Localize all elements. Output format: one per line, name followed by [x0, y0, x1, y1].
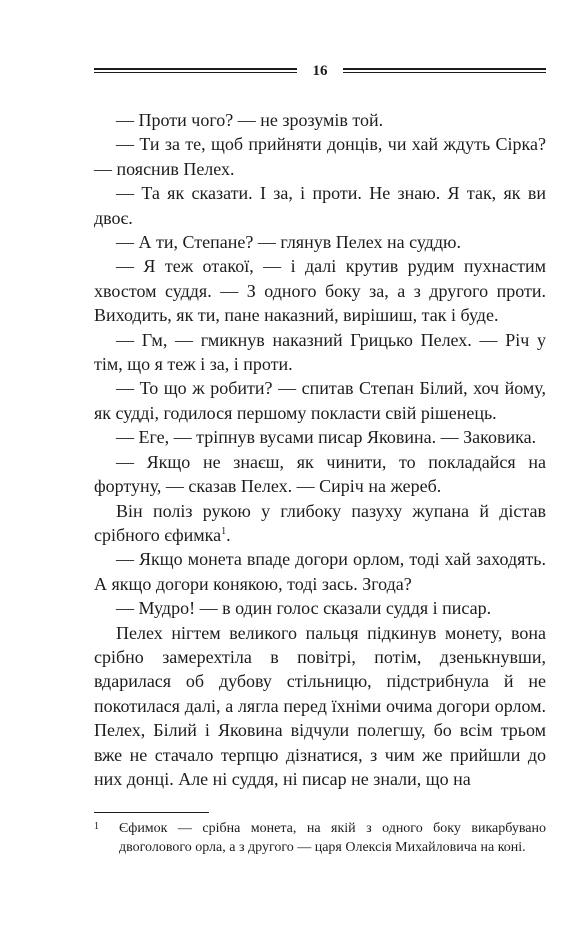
- footnote-divider: [94, 812, 209, 813]
- paragraph-with-footnote: [94, 499, 546, 548]
- running-header: [94, 62, 546, 82]
- page-number: 16: [312, 63, 328, 79]
- paragraph: — А ти, Степане? — глянув Пелех на суддю.: [116, 232, 461, 253]
- paragraph-trailing-punctuation: .: [226, 524, 231, 545]
- paragraph: — Еге, — тріпнув вусами писар Яковина. — Заковика.: [116, 427, 537, 448]
- paragraph: — Та як сказати. І за, і проти. Не знаю. Я так, як ви двоє.: [94, 183, 546, 228]
- footnote-reference[interactable]: 1: [221, 525, 227, 537]
- paragraph: — Якщо монета впаде догори орлом, тоді хай заходять. А якщо догори конякою, тоді зась. Згода?: [94, 549, 546, 594]
- header-rule-right: [343, 68, 546, 73]
- paragraph: — Проти чого? — не зрозумів той.: [116, 110, 384, 130]
- body-text: [94, 108, 546, 791]
- paragraph: — Ти за те, щоб прийняти донців, чи хай ждуть Сірка? — пояснив Пелех.: [94, 134, 546, 179]
- footnote-text: Єфимок — срібна монета, на якій з одного боку викарбувано двоголового орла, а з другого — царя Олексія Михайловича на коні.: [119, 821, 546, 855]
- paragraph: — Мудро! — в один голос сказали суддя і писар.: [116, 598, 492, 619]
- paragraph: — Гм, — гмикнув наказний Грицько Пелех. — Річ у тім, що я теж і за, і проти.: [94, 329, 546, 375]
- paragraph-text: Він поліз рукою у глибоку пазуху жупана й дістав срібного єфимка: [94, 500, 546, 545]
- paragraph: Пелех нігтем великого пальця підкинув монету, вона срібно замерехтіла в повітрі, потім, дзенькнувши, вдарилася об дубову стільницю, підстрибнула й не покотилася далі, а лягла перед їхніми очима догори орлом. Пелех, Білий і Яковина відчули полегшу, бо всім трьом вже не стачало терпцю дізнатися, з чим же прийшли до них донці. Але ні суддя, ні писар не знали, що на: [94, 622, 546, 789]
- footnote-marker: 1: [94, 821, 99, 832]
- footnote: [94, 820, 546, 857]
- paragraph: — Я теж отакої, — і далі крутив рудим пухнастим хвостом суддя. — З одного боку за, а з другого проти. Виходить, як ти, пане наказний, вирішиш, так і буде.: [94, 256, 546, 326]
- paragraph: — То що ж робити? — спитав Степан Білий, хоч йому, як судді, годилося першому покласти свій рішенець.: [94, 378, 546, 423]
- paragraph: — Якщо не знаєш, як чинити, то покладайся на фортуну, — сказав Пелех. — Сиріч на жереб.: [94, 451, 546, 497]
